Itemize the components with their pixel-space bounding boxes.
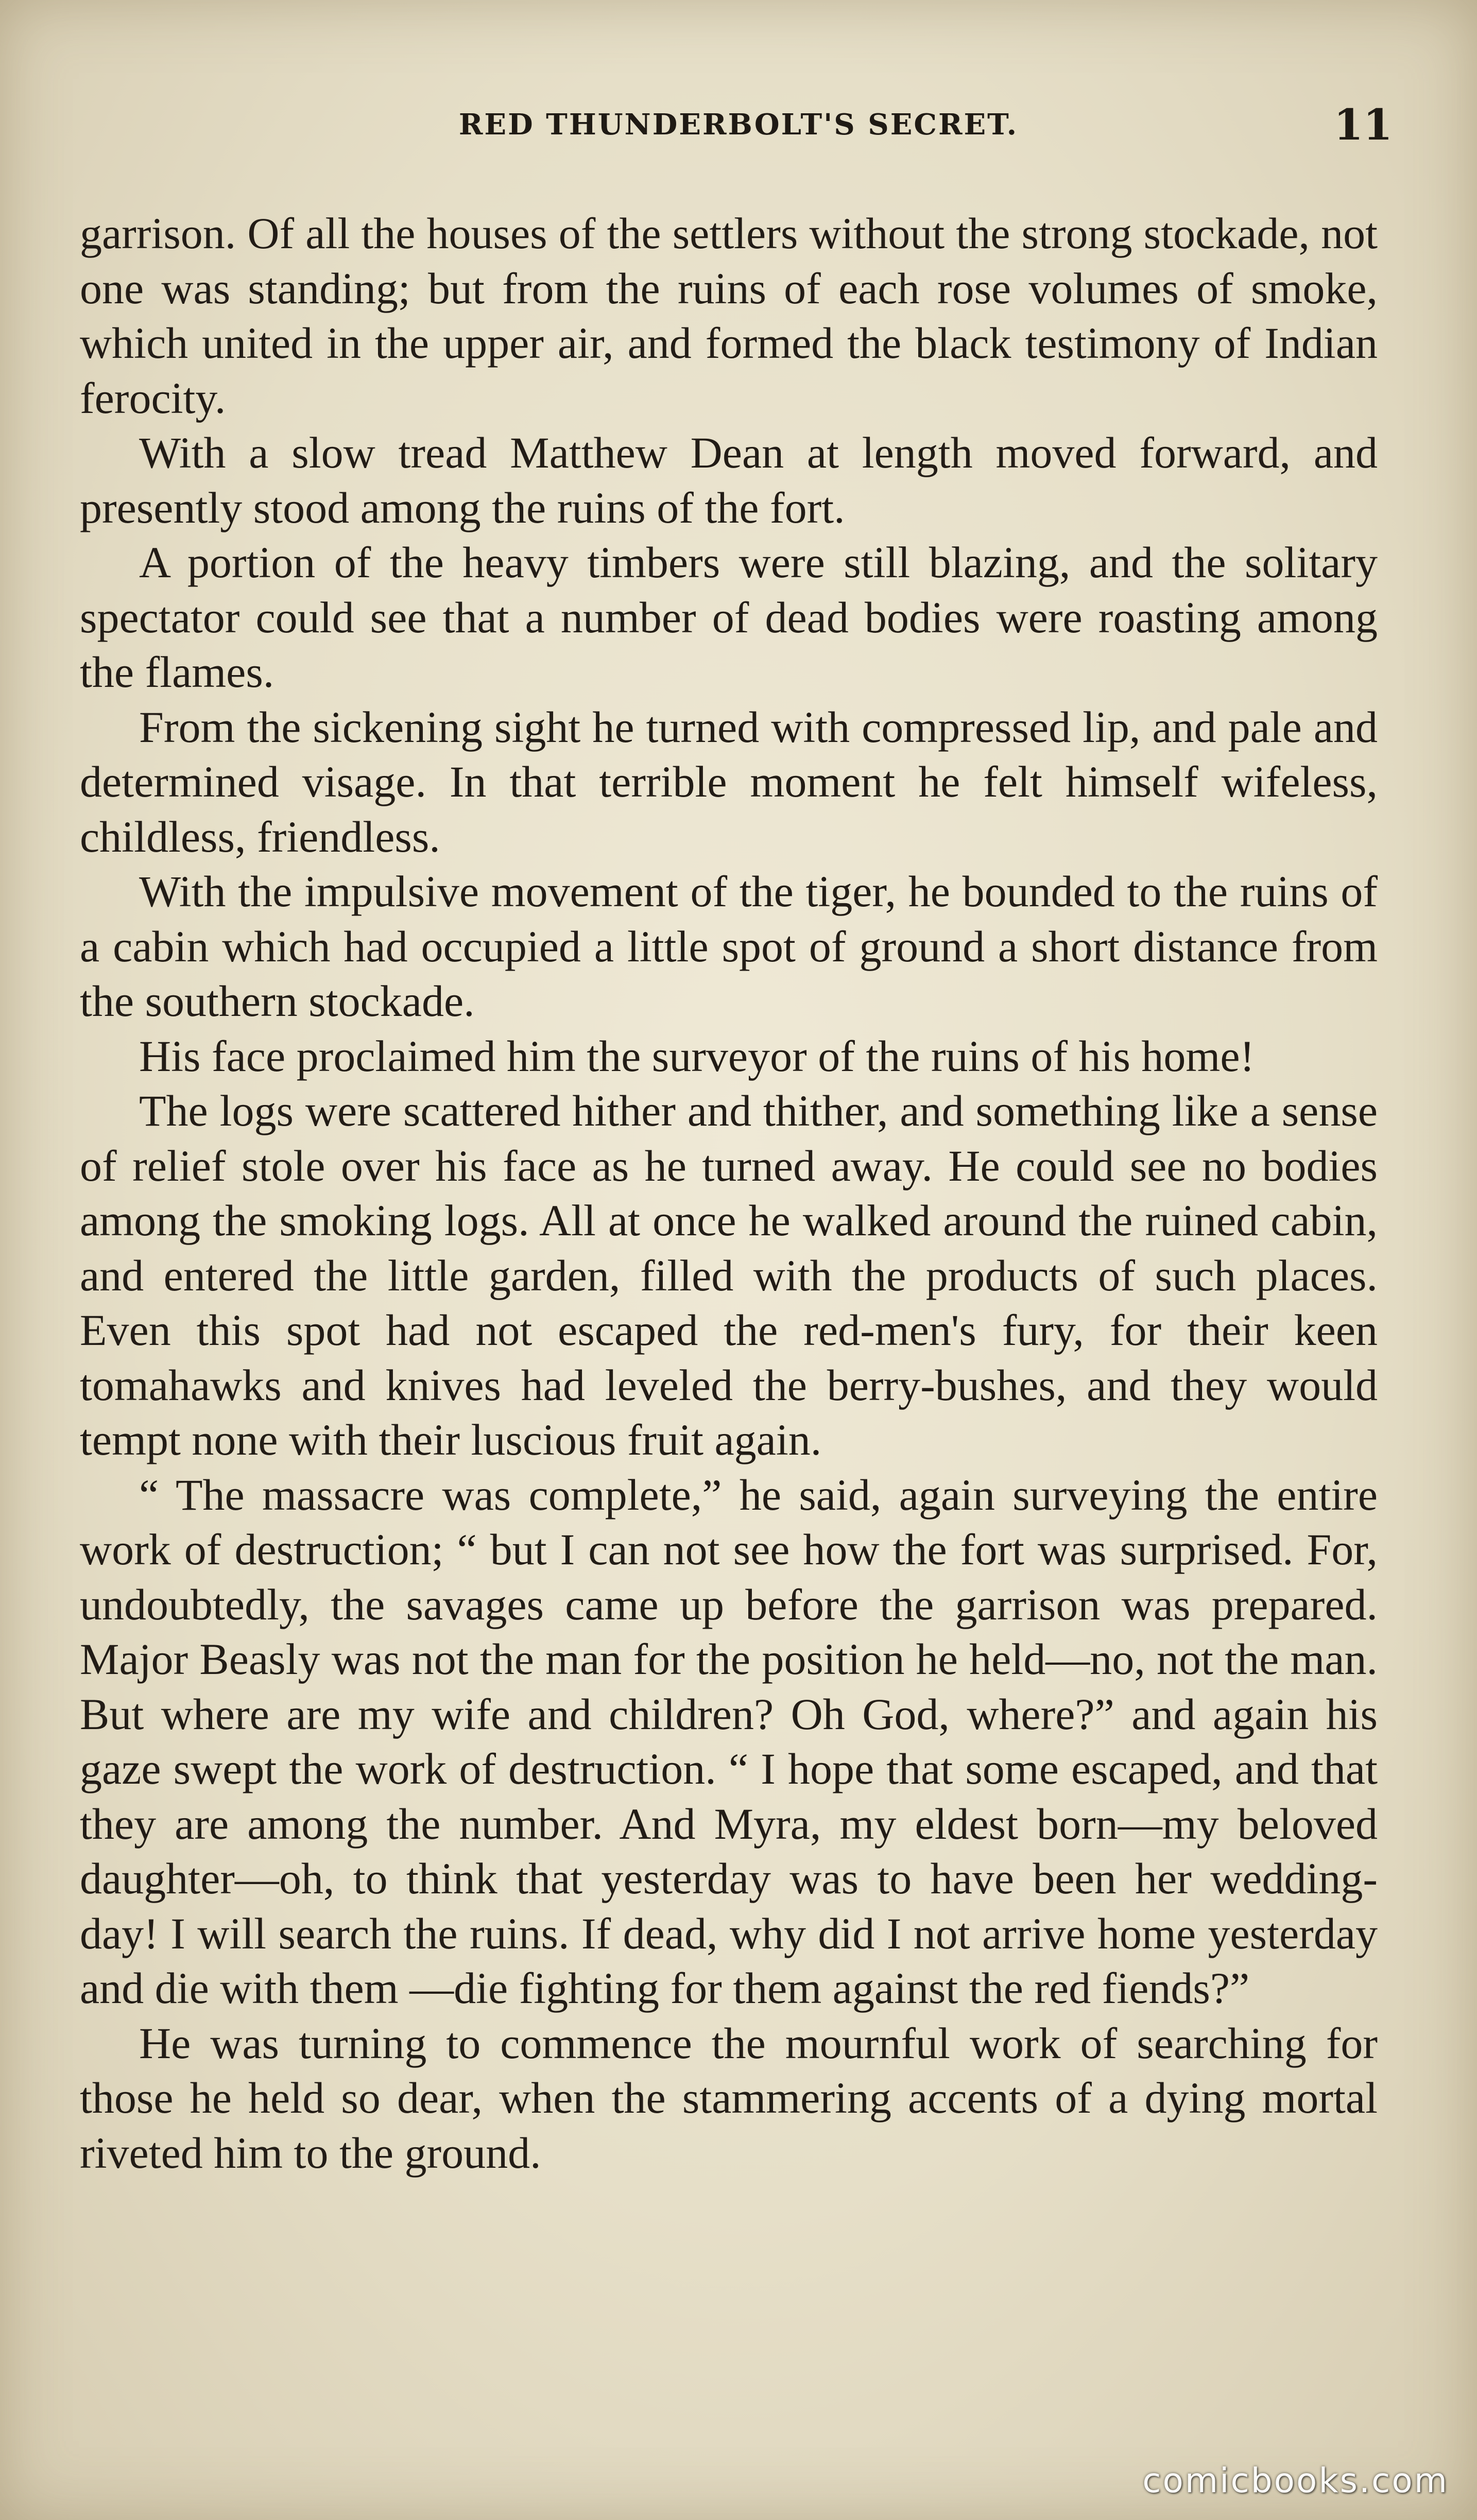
watermark: comicbooks.com [1142, 2461, 1449, 2500]
paragraph-2: With a slow tread Matthew Dean at length moved forward, and presently stood among the ruins of the fort. [80, 428, 1378, 532]
paragraph-1: garrison. Of all the houses of the settlers without the strong stockade, not one was standing; but from the ruins of each rose volumes of smoke, which united in the upper air, and formed the black testimony of Indian ferocity. [80, 209, 1378, 423]
paragraph-5: With the impulsive movement of the tiger, he bounded to the ruins of a cabin which had occupied a little spot of ground a short distance from the southern stockade. [80, 867, 1378, 1026]
body-text [80, 206, 1378, 2180]
running-head: RED THUNDERBOLT'S SECRET. [458, 108, 1019, 142]
paragraph-4: From the sickening sight he turned with compressed lip, and pale and determined visage. In that terrible moment he felt himself wifeless, childless, friendless. [80, 702, 1378, 861]
paragraph-7: The logs were scattered hither and thither, and something like a sense of relief stole over his face as he turned away. He could see no bodies among the smoking logs. All at once he walked around the ruined cabin, and entered the little garden, filled with the products of such places. Even this spot had not escaped the red-men's fury, for their keen tomahawks and knives had leveled the berry-bushes, and they would tempt none with their luscious fruit again. [80, 1086, 1378, 1464]
paragraph-6: His face proclaimed him the surveyor of the ruins of his home! [139, 1031, 1255, 1081]
paragraph-3: A portion of the heavy timbers were still blazing, and the solitary spectator could see that a number of dead bodies were roasting among the flames. [80, 538, 1378, 697]
paragraph-9: He was turning to commence the mournful work of searching for those he held so dear, when the stammering accents of a dying mortal riveted him to the ground. [80, 2018, 1378, 2178]
paragraph-8: “ The massacre was complete,” he said, again surveying the entire work of destruction; “ but I can not see how the fort was surprised. For, undoubtedly, the savages came up before the garrison was prepared. Major Beasly was not the man for the position he held—no, not the man. But where are my wife and children? Oh God, where?” and again his gaze swept the work of destruction. “ I hope that some escaped, and that they are among the number. And Myra, my eldest born—my beloved daughter—oh, to think that yesterday was to have been her wedding-day! I will search the ruins. If dead, why did I not arrive home yesterday and die with them —die fighting for them against the red fiends?” [80, 1470, 1378, 2013]
page-header [82, 100, 1395, 157]
page-number: 11 [1333, 100, 1393, 150]
